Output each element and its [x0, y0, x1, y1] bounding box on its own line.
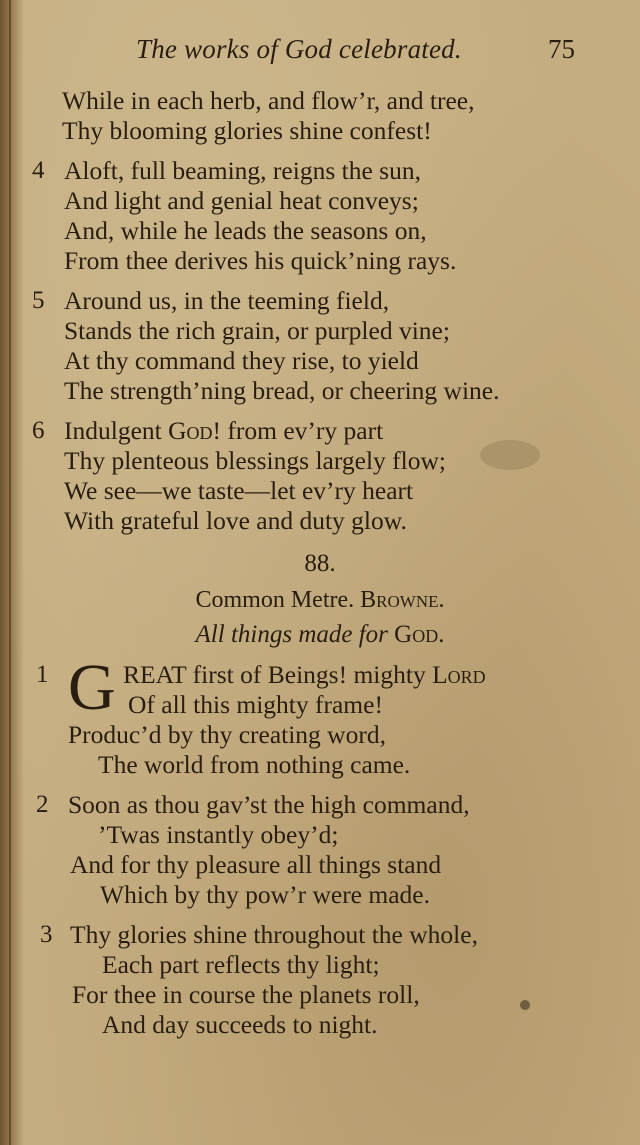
verse-line: From thee derives his quick’ning rays. [64, 246, 457, 275]
verse-line: The strength’ning bread, or cheering wine. [64, 376, 500, 405]
verse-line: And light and genial heat conveys; [64, 186, 419, 215]
verse-line: Thy blooming glories shine confest! [62, 116, 432, 145]
verse-line: At thy command they rise, to yield [64, 346, 419, 375]
verse-line: The world from nothing came. [98, 750, 411, 779]
verse-line: Each part reflects thy light; [102, 950, 380, 979]
verse-line: Aloft, full beaming, reigns the sun, [64, 156, 421, 185]
verse-line: With grateful love and duty glow. [64, 506, 407, 535]
verse-line: Thy glories shine throughout the whole, [70, 920, 478, 949]
line-text: first of Beings! mighty [186, 660, 433, 689]
verse-line [123, 660, 486, 690]
verse-line: For thee in course the planets roll, [72, 980, 420, 1009]
verse-number: 2 [36, 791, 49, 818]
subject-text: All things made for [195, 621, 395, 648]
divine-name-smallcaps: God [168, 416, 213, 445]
divine-name-smallcaps: God. [394, 621, 445, 648]
verse-line: Around us, in the teeming field, [64, 286, 390, 315]
paper-stain [520, 1000, 530, 1010]
verse-line: Thy plenteous blessings largely flow; [64, 446, 446, 475]
line-text-caps: REAT [123, 660, 187, 689]
drop-cap: G [68, 651, 116, 724]
verse-line: Produc’d by thy creating word, [68, 720, 386, 749]
verse-line: Which by thy pow’r were made. [100, 880, 430, 909]
verse-line: And, while he leads the seasons on, [64, 216, 427, 245]
verse-line: Of all this mighty frame! [128, 690, 383, 719]
hymn-subject [0, 621, 640, 649]
verse-number: 3 [40, 921, 53, 948]
verse-number: 5 [32, 287, 45, 314]
page-number: 75 [548, 34, 575, 64]
verse-number: 1 [36, 661, 49, 688]
line-text: ! from ev’ry part [212, 416, 384, 445]
verse-line [64, 416, 383, 446]
verse-line: And for thy pleasure all things stand [70, 850, 442, 879]
verse-line: We see—we taste—let ev’ry heart [64, 476, 414, 505]
verse-number: 6 [32, 417, 45, 444]
page-header [0, 34, 640, 74]
meter-label: Common Metre. [195, 587, 355, 613]
running-head: The works of God celebrated. [136, 34, 462, 64]
verse-line: Stands the rich grain, or purpled vine; [64, 316, 450, 345]
line-text: Indulgent [64, 416, 169, 445]
verse-line: ’Twas instantly obey’d; [98, 820, 339, 849]
paper-stain [480, 440, 540, 470]
author-name: Browne. [360, 587, 445, 613]
verse-line: And day succeeds to night. [102, 1010, 378, 1039]
hymn-number: 88. [304, 550, 336, 577]
verse-line: Soon as thou gav’st the high command, [68, 790, 470, 819]
verse-line: While in each herb, and flow’r, and tree, [62, 86, 475, 115]
verse-number: 4 [32, 157, 45, 184]
divine-name-smallcaps: Lord [432, 660, 486, 689]
hymn-meter-line [0, 587, 640, 614]
